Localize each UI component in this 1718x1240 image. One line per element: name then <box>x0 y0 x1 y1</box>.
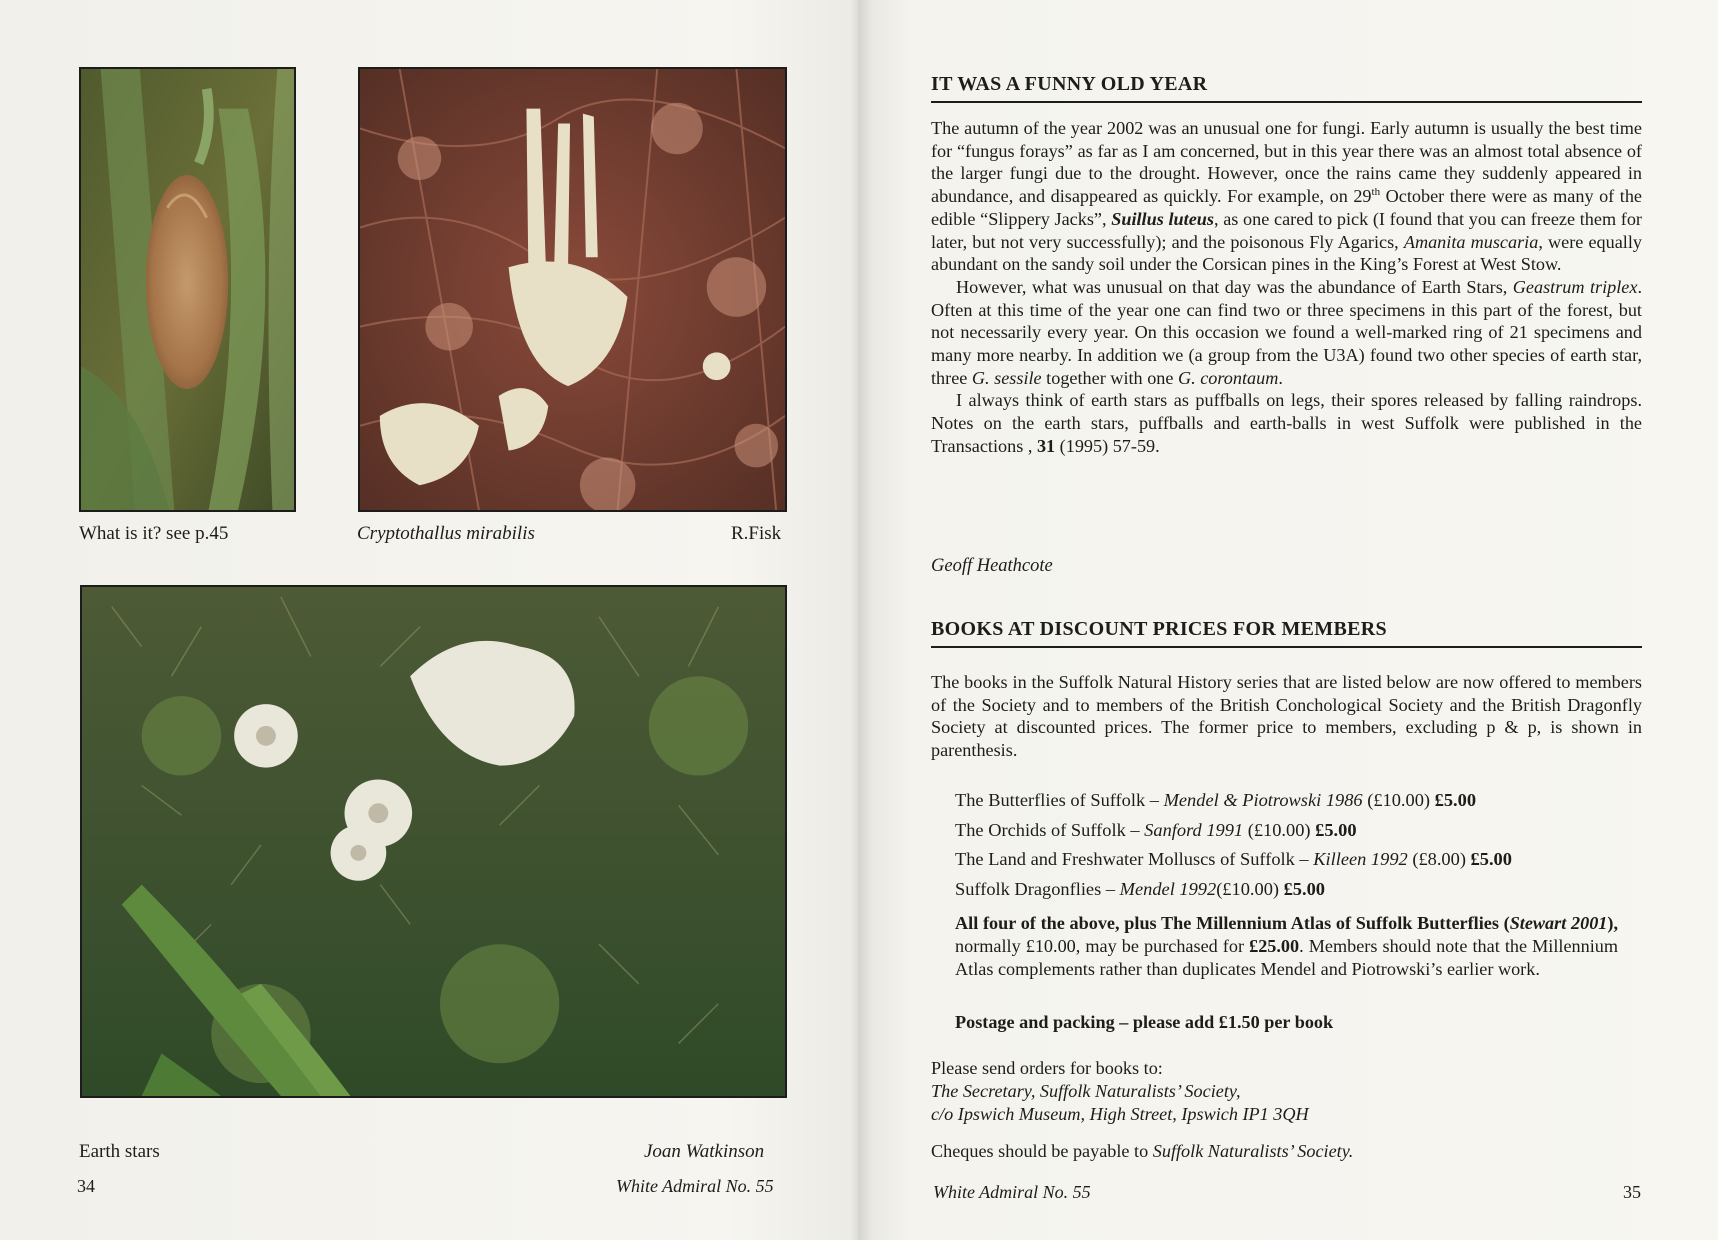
book-gutter <box>850 0 872 1240</box>
list-item: The Orchids of Suffolk – Sanford 1991 (£10.00) £5.00 <box>955 819 1357 840</box>
list-item: The Land and Freshwater Molluscs of Suffolk – Killeen 1992 (£8.00) £5.00 <box>955 849 1512 869</box>
bundle-offer: All four of the above, plus The Millennium Atlas of Suffolk Butterflies (Stewart 2001), normally £10.00, may be purchased for £25.00. Members should note that the Millennium Atlas complements rather than duplicates Mendel and Piotrowski’s earlier work. <box>955 913 1618 979</box>
credit-r-fisk: R.Fisk <box>731 523 782 544</box>
postage-note: Postage and packing – please add £1.50 per book <box>955 1012 1334 1032</box>
cheques-note: Cheques should be payable to Suffolk Naturalists’ Society. <box>931 1141 1354 1161</box>
article-body-funny-old-year <box>931 117 1642 458</box>
caption-cryptothallus: Cryptothallus mirabilis <box>357 523 535 544</box>
books-intro <box>931 671 1642 762</box>
paragraph: The autumn of the year 2002 was an unusual one for fungi. Early autumn is usually the best time for “fungus forays” as far as I am concerned, but in this year there was an almost total absence of the larger fungi due to the drought. However, once the rains came they suddenly appeared in abundance, and disappeared as quickly. For example, on 29th October there were as many of the edible “Slippery Jacks”, Suillus luteus, as one cared to pick (I found that you can freeze them for later, but not very successfully); and the poisonous Fly Agarics, Amanita muscaria, were equally abundant on the sandy soil under the Corsican pines in the King’s Forest at West Stow. <box>931 118 1642 275</box>
address-line: The Secretary, Suffolk Naturalists’ Society, <box>931 1080 1241 1101</box>
running-footer-right: White Admiral No. 55 <box>933 1182 1091 1202</box>
paragraph: I always think of earth stars as puffballs on legs, their spores released by falling raindrops. Notes on the earth stars, puffballs and earth-balls in west Suffolk were published in the Transactions , 31 (1995) 57-59. <box>931 390 1642 456</box>
photo-cryptothallus <box>358 67 787 512</box>
photo-what-is-it <box>79 67 296 512</box>
caption-what-is-it: What is it? see p.45 <box>79 523 229 544</box>
caption-earth-stars: Earth stars <box>79 1141 160 1162</box>
page-number-right: 35 <box>1623 1182 1641 1202</box>
running-footer-left: White Admiral No. 55 <box>616 1176 774 1196</box>
paragraph: The books in the Suffolk Natural History series that are listed below are now offered to members of the Society and to members of the British Conchological Society and the British Dragonfly Society at discounted prices. The former price to members, excluding p & p, is shown in parenthesis. <box>931 672 1642 761</box>
order-address <box>931 1057 1309 1125</box>
article-heading-funny-old-year: IT WAS A FUNNY OLD YEAR <box>931 73 1642 103</box>
photo-earth-stars <box>80 585 787 1098</box>
paragraph: However, what was unusual on that day was the abundance of Earth Stars, Geastrum triplex. Often at this time of the year one can find two or three specimens in this part of the forest, but not necessarily every year. On this occasion we found a well-marked ring of 21 specimens and many more nearby. In addition we (a group from the U3A) found two other species of earth star, three G. sessile together with one G. corontaum. <box>931 276 1642 388</box>
list-item: Suffolk Dragonflies – Mendel 1992(£10.00) £5.00 <box>955 878 1325 899</box>
page-number-left: 34 <box>77 1176 95 1196</box>
address-line: c/o Ipswich Museum, High Street, Ipswich IP1 3QH <box>931 1103 1309 1124</box>
author-signature: Geoff Heathcote <box>931 556 1053 576</box>
orders-intro: Please send orders for books to: <box>931 1058 1163 1078</box>
left-page <box>0 0 858 1240</box>
credit-joan-watkinson: Joan Watkinson <box>644 1141 765 1162</box>
article-heading-books: BOOKS AT DISCOUNT PRICES FOR MEMBERS <box>931 618 1642 648</box>
book-list <box>955 786 1645 904</box>
list-item: The Butterflies of Suffolk – Mendel & Piotrowski 1986 (£10.00) £5.00 <box>955 790 1477 810</box>
